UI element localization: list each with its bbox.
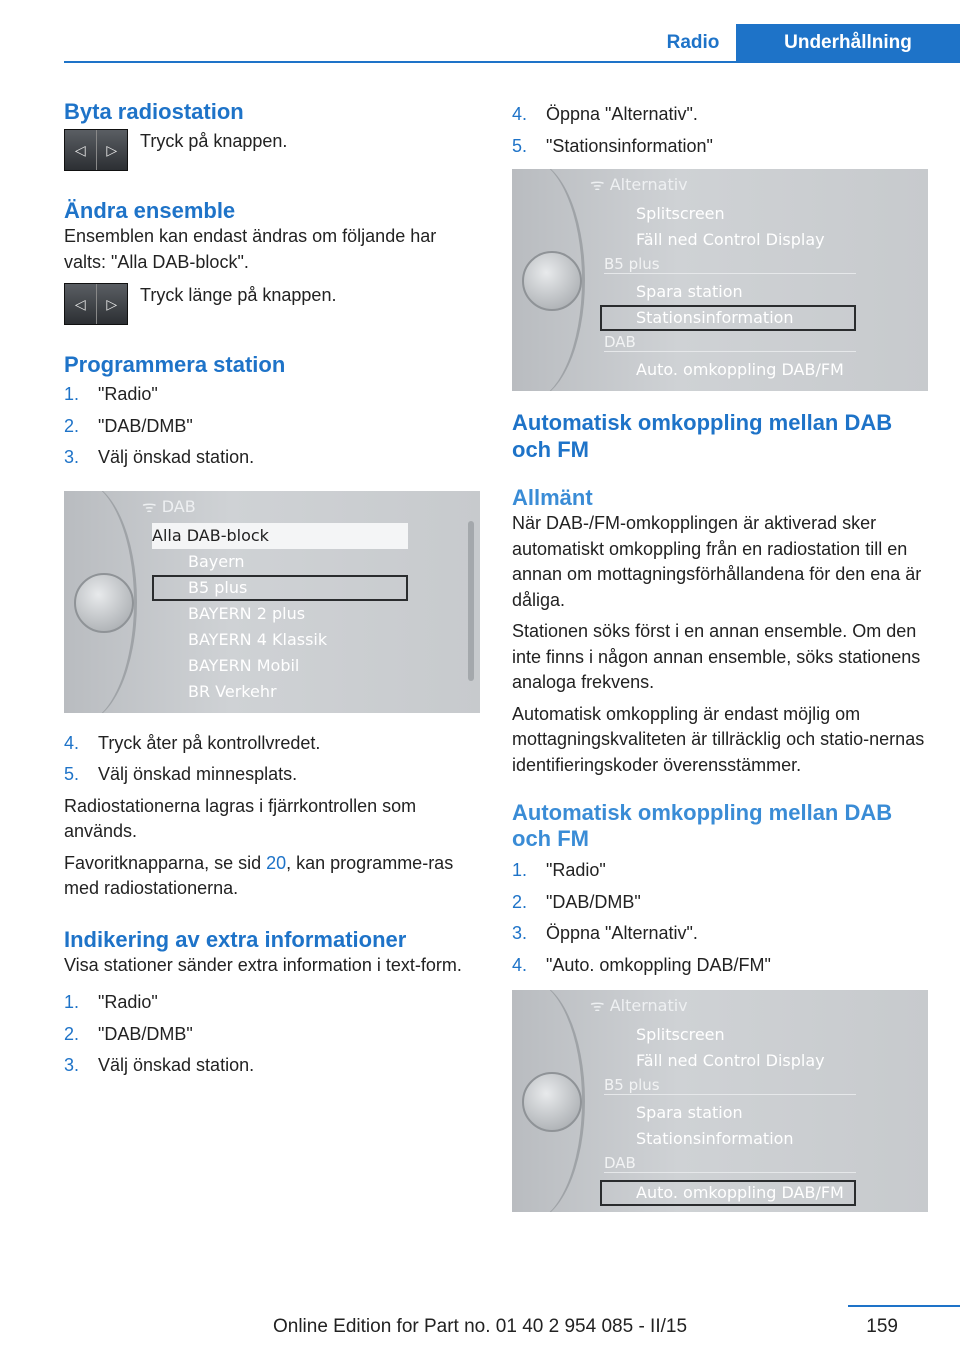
steps-list [64,990,480,1079]
steps-list [512,102,928,159]
controller-knob-icon [74,573,134,633]
footer-rule [848,1305,960,1307]
menu-item: Fäll ned Control Display [636,1051,825,1070]
left-column [64,98,480,1085]
heading-automatisk-omkoppling-2: Automatisk omkoppling mellan DAB och FM [512,800,893,851]
menu-item: BR Verkehr [188,681,277,701]
footer-edition: Online Edition for Part no. 01 40 2 954 085 - II/15 [272,1316,688,1337]
button-text: Tryck på knappen. [140,131,288,151]
menu-item: Auto. omkoppling DAB/FM [636,360,844,379]
menu-group-header: B5 plus [604,1076,856,1095]
page-link[interactable]: 20 [266,852,287,873]
heading-programmera-station: Programmera station [64,352,286,377]
menu-item: BAYERN 4 Klassik [188,629,328,649]
seek-buttons-image [64,129,128,171]
list-item: 2. "DAB/DMB" [512,891,641,912]
seek-forward-icon: ▷ [96,130,128,170]
menu-group-header: DAB [604,1154,856,1173]
heading-andra-ensemble: Ändra ensemble [64,198,236,223]
page-number: 159 [866,1316,898,1337]
list-item: 2. "DAB/DMB" [64,415,193,436]
menu-item: Fäll ned Control Display [636,230,825,249]
list-item: 1. "Radio" [512,860,606,880]
paragraph: Radiostationerna lagras i fjärrkontrollen som används. [64,795,417,841]
list-item: 3. Öppna "Alternativ". [512,923,698,943]
menu-item-selected: Stationsinformation [600,305,856,331]
menu-item: Stationsinformation [636,1129,794,1148]
list-item: 3. Välj önskad station. [64,1055,255,1075]
heading-allmant: Allmänt [512,485,593,510]
list-item: 4. Öppna "Alternativ". [512,104,698,124]
header-section: Radio [666,32,720,53]
list-item: 3. Välj önskad station. [64,447,255,467]
heading-indikering: Indikering av extra informationer [64,926,407,952]
controller-knob-icon [522,251,582,311]
header-rule [64,61,960,63]
dab-menu-screenshot [64,491,480,713]
menu-item: BAYERN 2 plus [188,603,306,623]
button-text: Tryck länge på knappen. [140,285,337,305]
heading-automatisk-omkoppling: Automatisk omkoppling mellan DAB och FM [512,410,893,462]
seek-back-icon: ◁ [74,141,86,158]
screen-title: ᯤ Alternativ [590,175,688,194]
list-item: 5. "Stationsinformation" [512,135,713,156]
steps-list [512,858,928,978]
paragraph: Stationen söks först i en annan ensemble. Om den inte finns i någon annan ensemble, söks stationens analoga frekvens. [512,621,921,692]
menu-item: Bayern [188,551,245,571]
menu-item: Spara station [636,1103,743,1122]
controller-knob-icon [522,1072,582,1132]
heading-byta-radiostation: Byta radiostation [64,99,244,124]
list-item: 2. "DAB/DMB" [64,1023,193,1044]
menu-item-selected: Auto. omkoppling DAB/FM [600,1180,856,1206]
steps-list [64,382,480,471]
alternativ-menu-screenshot [512,169,928,391]
list-item: 4. Tryck åter på kontrollvredet. [64,732,321,753]
menu-item: Alla DAB-block [152,523,408,549]
paragraph: Automatisk omkoppling är endast möjlig om mottagningskvaliteten är tillräcklig och statio-nernas identifieringskoder överensstämmer. [512,703,925,775]
list-item: 1. "Radio" [64,384,158,404]
menu-item: Spara station [636,282,743,301]
paragraph: När DAB-/FM-omkopplingen är aktiverad sker automatiskt omkoppling från en radiostation till en annan om mottagningsförhållandena för den ena är dåliga. [512,513,922,610]
screen-title: ᯤ DAB [142,496,196,516]
button-instruction [64,283,480,325]
steps-list [64,731,480,788]
right-column [512,98,928,1230]
menu-item: Splitscreen [636,204,725,223]
seek-buttons-image [64,283,128,325]
menu-item: BAYERN Mobil [188,655,300,675]
seek-forward-icon: ▷ [96,284,128,324]
paragraph: Ensemblen kan endast ändras om följande har valts: "Alla DAB-block". [64,226,437,272]
screen-title: ᯤ Alternativ [590,996,688,1015]
button-instruction [64,129,480,171]
paragraph: Favoritknapparna, se sid 20, kan programme-ras med radiostationerna. [64,852,454,898]
list-item: 5. Välj önskad minnesplats. [64,764,298,784]
list-item: 1. "Radio" [64,992,158,1012]
scroll-bar [468,521,474,681]
menu-group-header: B5 plus [604,255,856,274]
auto-switch-screenshot [512,990,928,1212]
menu-item: Splitscreen [636,1025,725,1044]
seek-back-icon: ◁ [74,295,86,312]
list-item: 4. "Auto. omkoppling DAB/FM" [512,954,771,975]
menu-group-header: DAB [604,333,856,352]
header-tab: Underhållning [736,24,960,62]
paragraph: Visa stationer sänder extra information i text-form. [64,954,462,975]
menu-item-selected: B5 plus [152,575,408,601]
